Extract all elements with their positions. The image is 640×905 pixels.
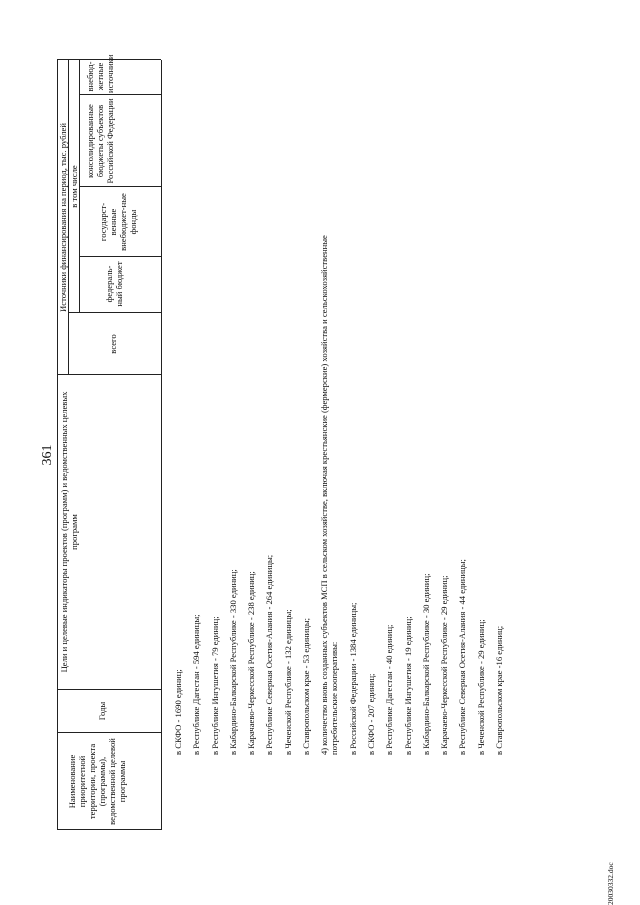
list-item: в Российской Федерации - 1384 единицы;: [347, 602, 358, 755]
header-left-border: [57, 829, 161, 830]
header-divider: [79, 256, 161, 257]
list-item: в Республике Северная Осетия-Алания - 264 единицы;: [264, 554, 275, 755]
header-federal: федераль-ный бюджет: [104, 261, 124, 307]
list-item: в Кабардино-Балкарской Республике - 330 единиц;: [227, 569, 238, 755]
header-divider: [57, 732, 161, 733]
list-item: в Ставропольском крае -16 единиц;: [494, 625, 505, 755]
header-state-funds: государст-венные внебюджет-ные фонды: [98, 193, 138, 251]
list-item: в Чеченской Республике - 132 единицы;: [282, 609, 293, 755]
header-including: в том числе: [69, 165, 79, 208]
header-bottom-border: [161, 60, 162, 830]
header-years: Годы: [97, 701, 107, 721]
header-divider: [79, 186, 161, 187]
footer-code: 20030332.doc: [606, 862, 615, 905]
list-item: в Республике Дагестан - 40 единиц;: [384, 624, 395, 755]
list-item: в Республике Ингушетия - 79 единиц;: [209, 616, 220, 755]
list-item: в Республике Северная Осетия-Алания - 44 единицы;: [457, 559, 468, 755]
list-item: в СКФО - 1690 единиц;: [173, 669, 183, 755]
header-total: всего: [108, 334, 118, 354]
list-item: в Республике Дагестан - 594 единицы;: [191, 614, 202, 755]
list-item: в Карачаево-Черкесской Республике - 29 единиц;: [439, 575, 450, 755]
list-item: в Чеченской Республике - 29 единиц;: [475, 619, 486, 755]
header-divider: [79, 94, 161, 95]
header-goals: Цели и целевые индикаторы проектов (программ) и ведомственных целевых программ: [59, 391, 79, 673]
list-item: в Кабардино-Балкарской Республике - 30 единиц;: [420, 573, 431, 755]
list-item: в Карачаево-Черкесской Республике - 238 единиц;: [246, 571, 257, 755]
list-item: в Республике Ингушетия - 19 единиц;: [402, 616, 413, 755]
indicator-list: [173, 175, 512, 755]
list-item: в СКФО - 207 единиц;: [365, 673, 376, 755]
list-item: 4) количество вновь созданных субъектов МСП в сельском хозяйстве, включая крестьянские (фермерские) хозяйства и сельскохозяйственные потребительские кооперативы:: [319, 235, 340, 755]
header-offbudget: внебюд-жетные источники: [85, 54, 115, 93]
header-divider: [68, 312, 161, 313]
page-number: 361: [40, 444, 55, 466]
list-item: в Ставропольском крае - 53 единицы;: [301, 617, 312, 755]
header-regional: консолидированные бюджеты субъектов Российской Федерации: [85, 98, 115, 184]
header-program: Наименование приоритетной территории, проекта (программы), ведомственной целевой программы: [67, 738, 127, 825]
header-divider: [57, 689, 161, 690]
header-divider: [57, 374, 161, 375]
header-sources: Источники финансирования на период, тыс. рублей: [58, 123, 68, 312]
